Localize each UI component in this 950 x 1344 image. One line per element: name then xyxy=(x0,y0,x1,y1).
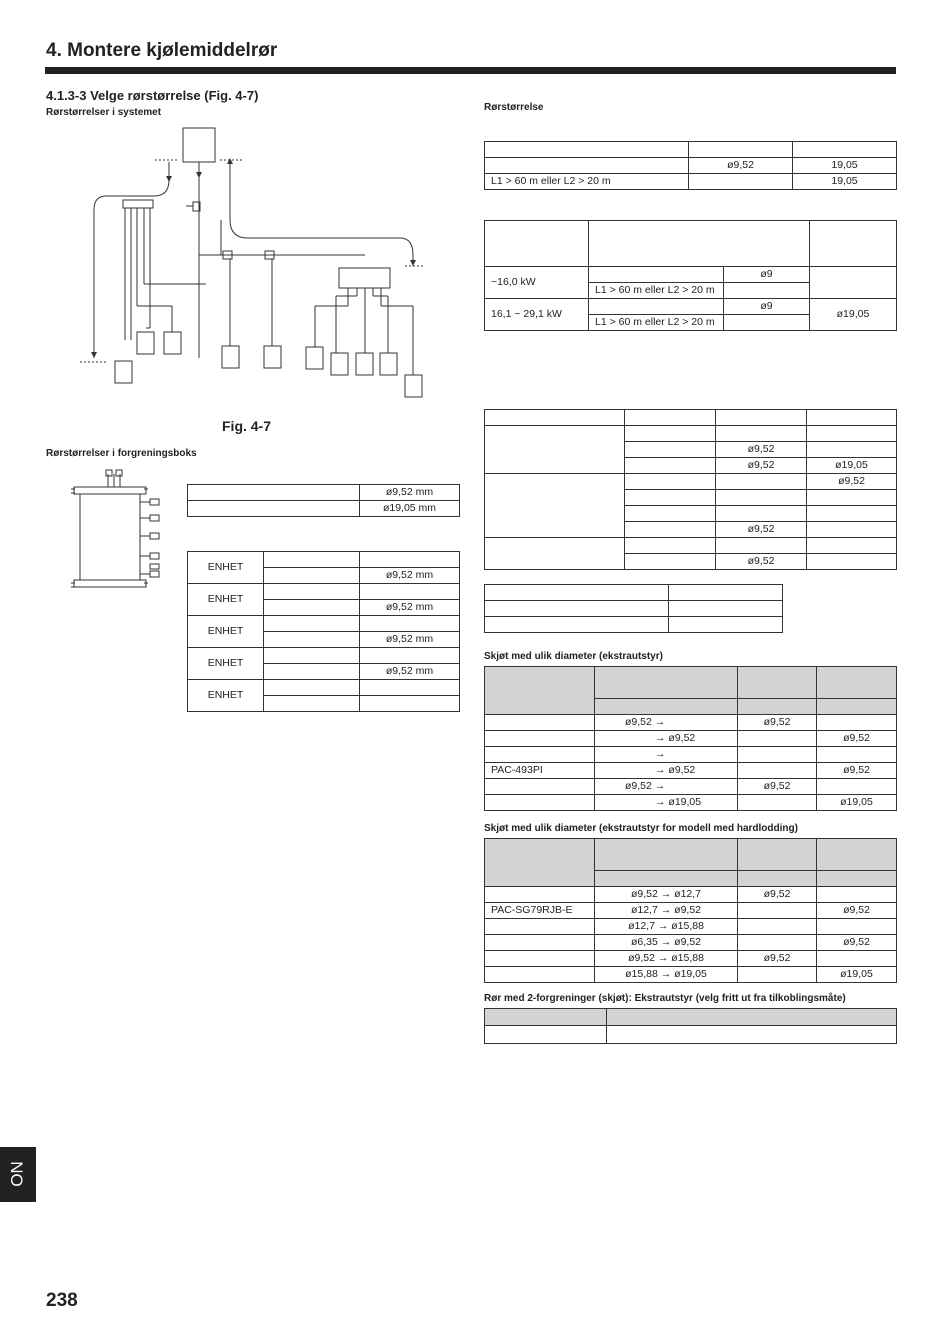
branchbox-sizes-label: Rørstørrelser i forgreningsboks xyxy=(46,448,197,459)
section-title: 4.1.3-3 Velge rørstørrelse (Fig. 4-7) xyxy=(46,88,259,103)
header-rule xyxy=(45,67,896,74)
page-number: 238 xyxy=(46,1290,78,1311)
branch-box-drawing xyxy=(68,466,168,601)
joint-optional-label: Skjøt med ulik diameter (ekstrautstyr) xyxy=(484,651,663,662)
two-branch-table xyxy=(484,1008,897,1044)
page-title: 4. Montere kjølemiddelrør xyxy=(46,40,278,61)
pipe-size-table-4 xyxy=(484,584,783,633)
two-branch-label: Rør med 2-forgreninger (skjøt): Ekstrautstyr (velg fritt ut fra tilkoblingsmåte) xyxy=(484,993,846,1004)
pipe-size-table-2: ~16,0 kW ø9 L1 > 60 m eller L2 > 20 m 16,1 ~ 29,1 kW ø9 ø19,05 L1 > 60 m eller L2 > 20 m xyxy=(484,220,897,331)
pipe-size-label: Rørstørrelse xyxy=(484,102,544,113)
system-sizes-label: Rørstørrelser i systemet xyxy=(46,107,162,118)
pipe-size-table-3: ø9,52 ø9,52 ø19,05 ø9,52 ø9,52 ø9,52 xyxy=(484,409,897,570)
piping-diagram xyxy=(70,120,440,410)
branchbox-units-table: ENHET ø9,52 mm ENHET ø9,52 mm ENHET ø9,52 mm ENHET ø9,52 mm ENHET xyxy=(187,551,460,712)
pipe-size-table-1: ø9,52 19,05 L1 > 60 m eller L2 > 20 m 19,05 xyxy=(484,141,897,190)
language-tab: NO xyxy=(0,1147,36,1202)
figure-caption: Fig. 4-7 xyxy=(222,418,272,434)
joint-table-optional: ø9,52 → ø9,52 → ø9,52 ø9,52 → PAC-493PI → ø9,52 ø9,52 ø9,52 → ø9,52 → ø19,05 ø19,05 xyxy=(484,666,897,811)
joint-table-brazing: ø9,52 → ø12,7 ø9,52 PAC-SG79RJB-E ø12,7 → ø9,52 ø9,52 ø12,7 → ø15,88 ø6,35 → ø9,52 ø9,52 ø9,52 → ø15,88 ø9,52 ø15,88 → ø19,05 ø19,05 xyxy=(484,838,897,983)
joint-brazing-label: Skjøt med ulik diameter (ekstrautstyr for modell med hardlodding) xyxy=(484,823,798,834)
branchbox-top-table: ø9,52 mm ø19,05 mm xyxy=(187,484,460,517)
